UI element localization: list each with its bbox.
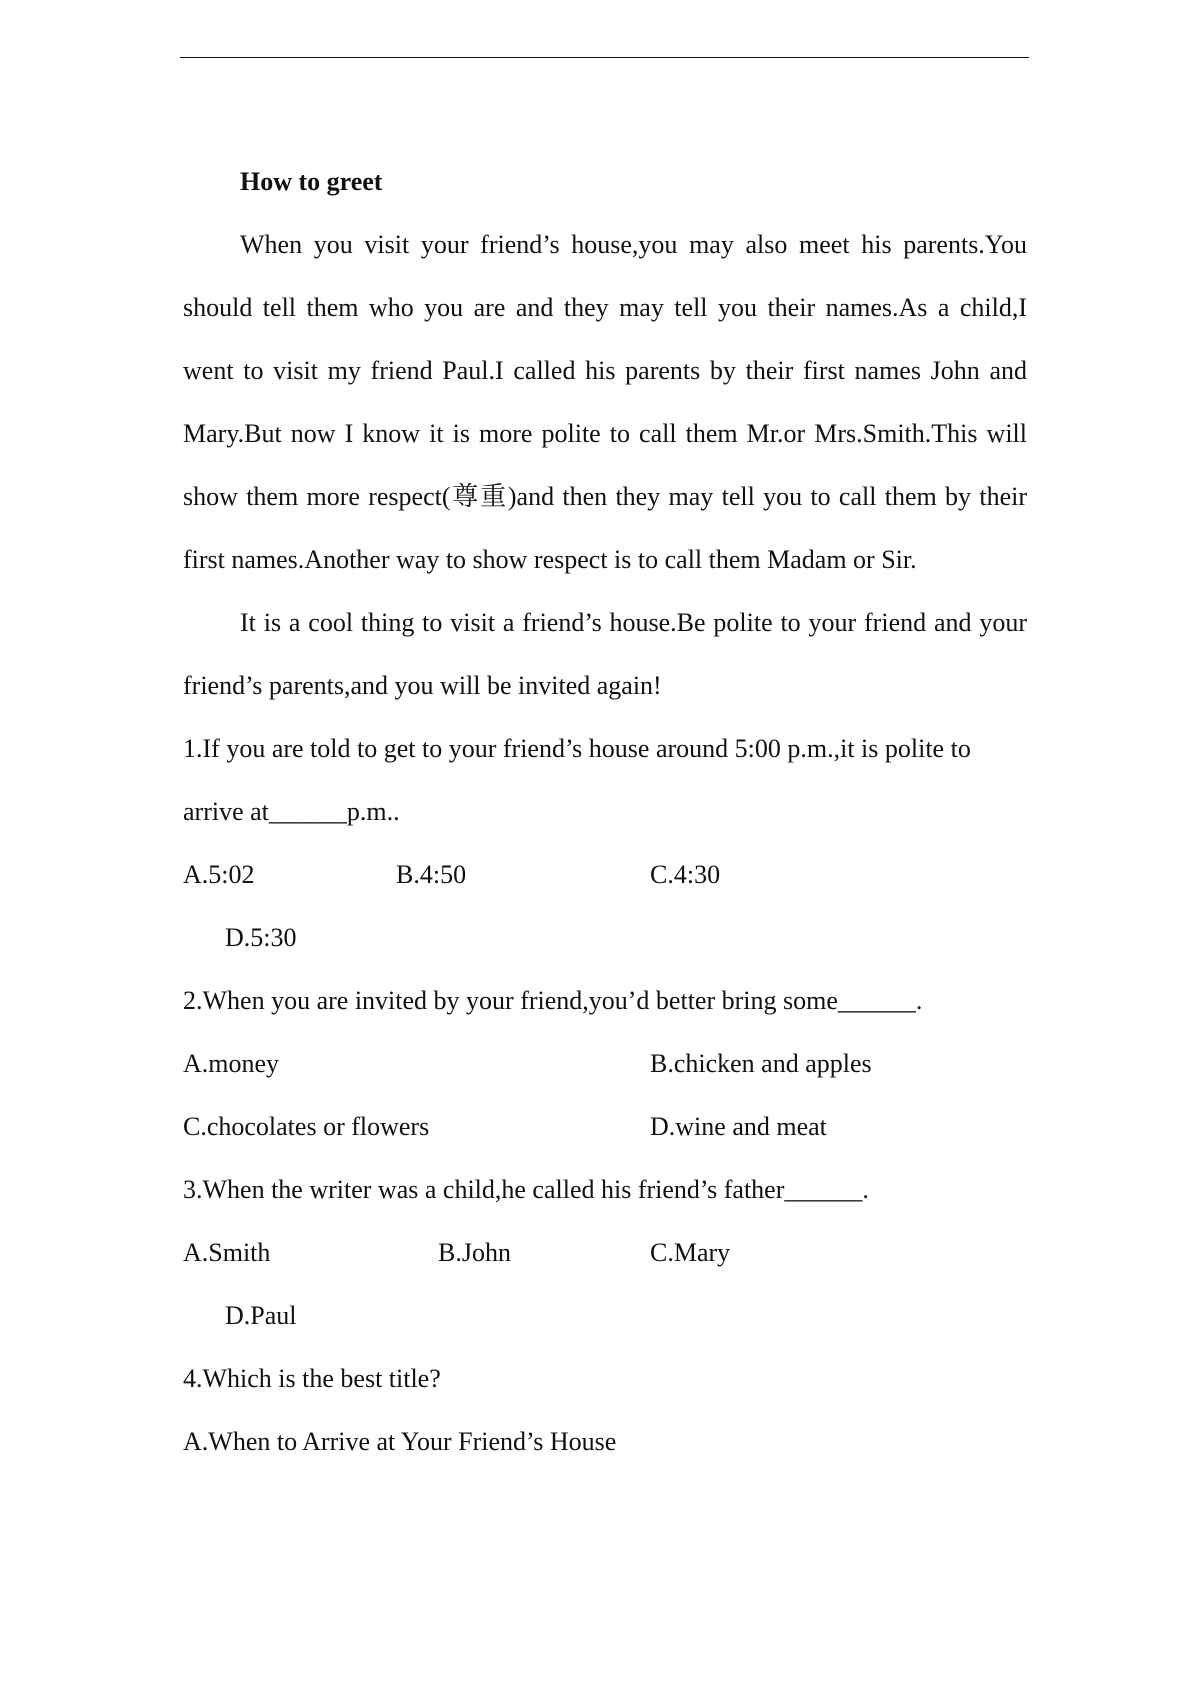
- question-1-option-c: C.4:30: [650, 860, 721, 889]
- question-4-option-a: A.When to Arrive at Your Friend’s House: [183, 1427, 617, 1456]
- passage-paragraph-2: It is a cool thing to visit a friend’s house.Be polite to your friend and your friend’s parents,and you will be invited again!: [183, 608, 1027, 700]
- question-3-option-d: D.Paul: [225, 1301, 297, 1330]
- question-3-option-a: A.Smith: [183, 1238, 271, 1267]
- question-3-option-b: B.John: [438, 1238, 511, 1267]
- header-rule: [180, 57, 1029, 58]
- question-1-option-b: B.4:50: [396, 860, 467, 889]
- question-1-stem: 1.If you are told to get to your friend’s house around 5:00 p.m.,it is polite to arrive at______p.m..: [183, 734, 971, 826]
- question-4-stem: 4.Which is the best title?: [183, 1364, 441, 1393]
- question-3-options-row: [183, 1221, 1027, 1284]
- passage-paragraph-1: When you visit your friend’s house,you may also meet his parents.You should tell them who you are and they may tell you their names.As a child,I went to visit my friend Paul.I called his parents by their first names John and Mary.But now I know it is more polite to call them Mr.or Mrs.Smith.This will show them more respect(尊重)and then they may tell you to call them by their first names.Another way to show respect is to call them Madam or Sir.: [183, 230, 1027, 574]
- question-2-option-b: B.chicken and apples: [650, 1049, 872, 1078]
- passage-title: How to greet: [240, 167, 383, 196]
- question-3-stem: 3.When the writer was a child,he called his friend’s father______.: [183, 1175, 869, 1204]
- question-2-stem: 2.When you are invited by your friend,you’d better bring some______.: [183, 986, 923, 1015]
- document-body: [183, 150, 1027, 1473]
- question-2-options-row-1: [183, 1032, 1027, 1095]
- question-1-options-row: [183, 843, 1027, 906]
- question-3-option-c: C.Mary: [650, 1238, 731, 1267]
- question-2-options-row-2: [183, 1095, 1027, 1158]
- question-2-option-d: D.wine and meat: [650, 1112, 827, 1141]
- question-1-option-a: A.5:02: [183, 860, 255, 889]
- question-2-option-c: C.chocolates or flowers: [183, 1112, 430, 1141]
- question-1-option-d: D.5:30: [225, 923, 297, 952]
- question-2-option-a: A.money: [183, 1049, 280, 1078]
